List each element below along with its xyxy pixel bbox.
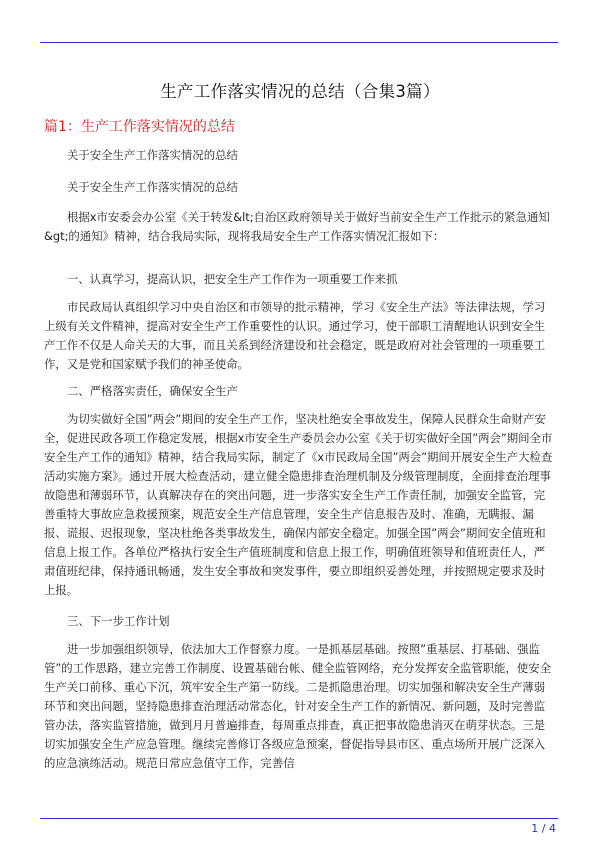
paragraph-intro [44,208,556,246]
paragraph-two-text: 为切实做好全国”两会”期间的安全生产工作，坚决杜绝安全事故发生，保障人民群众生命财产安全，促进民政各项工作稳定发展，根据x市安全生产委员会办公室《关于切实做好全国”两会”期间全市安全生产工作的通知》精神，结合我局实际，制定了《x市民政局全国”两会”期间开展安全生产大检查活动实施方案》。通过开展大检查活动，建立健全隐患排查治理机制及分级管理制度，全面排查治理事故隐患和薄弱环节，认真解决存在的突出问题，进一步落实安全生产工作责任制，加强安全监管，完善重特大事故应急救援预案，规范安全生产信息管理，安全生产信息报告及时、准确，无瞒报、漏报、谎报、迟报现象，坚决杜绝各类事故发生，确保内部安全稳定。加强全国”两会”期间安全值班和信息上报工作。各单位严格执行安全生产值班制度和信息上报工作，明确值班领导和值班责任人，严肃值班纪律，保持通讯畅通，发生安全事故和突发事件，要立即组织妥善处理，并按照规定要求及时上报。 [44,412,553,597]
paragraph-intro-text: 根据x市安委会办公室《关于转发&lt;自治区政府领导关于做好当前安全生产工作批示的紧急通知&gt;的通知》精神，结合我局实际，现将我局安全生产工作落实情况汇报如下： [44,210,550,243]
paragraph-three-text: 进一步加强组织领导，依法加大工作督察力度。一是抓基层基础。按照”重基层、打基础、强监管”的工作思路，建立完善工作制度、设置基础台帐、健全监管网络，充分发挥安全监管职能，使安全生产关口前移、重心下沉，筑牢安全生产第一防线。二是抓隐患治理。切实加强和解决安全生产薄弱环节和突出问题，坚持隐患排查治理活动常态化，针对安全生产工作的新情况、新问题，及时完善监管办法，落实监管措施，做到月月普遍排查，每周重点排查，真正把事故隐患消灭在萌芽状态。三是切实加强安全生产应急管理。继续完善修订各级应急预案，督促指导县市区、重点场所开展广泛深入的应急演练活动。规范日常应急值守工作，完善信 [44,642,552,770]
document-title: 生产工作落实情况的总结（合集3篇） [160,82,440,101]
subtitle-2-text: 关于安全生产工作落实情况的总结 [67,180,238,194]
subtitle-2 [44,178,556,197]
heading-two-text: 二、严格落实责任，确保安全生产 [67,384,238,398]
paragraph-one-text: 市民政局认真组织学习中央自治区和市领导的批示精神，学习《安全生产法》等法律法规，学习上级有关文件精神，提高对安全生产工作重要性的认识。通过学习，使干部职工清醒地认识到安全生产工作不仅是人命关天的大事，而且关系到经济建设和社会稳定，既是政府对社会管理的一项重要工作，又是党和国家赋予我们的神圣使命。 [44,300,546,371]
paragraph-two [44,410,556,600]
heading-two [44,382,556,401]
section-heading: 篇1：生产工作落实情况的总结 [44,119,235,135]
header-rule [40,42,558,43]
page-number: 1 / 4 [531,822,556,835]
subtitle-1 [44,146,556,165]
paragraph-three [44,640,556,773]
heading-one-text: 一、认真学习，提高认识，把安全生产工作作为一项重要工作来抓 [67,272,398,286]
footer-rule [40,818,558,819]
heading-three [44,612,556,631]
heading-one [44,270,556,289]
paragraph-one [44,298,556,374]
heading-three-text: 三、下一步工作计划 [67,614,170,628]
subtitle-1-text: 关于安全生产工作落实情况的总结 [67,148,238,162]
